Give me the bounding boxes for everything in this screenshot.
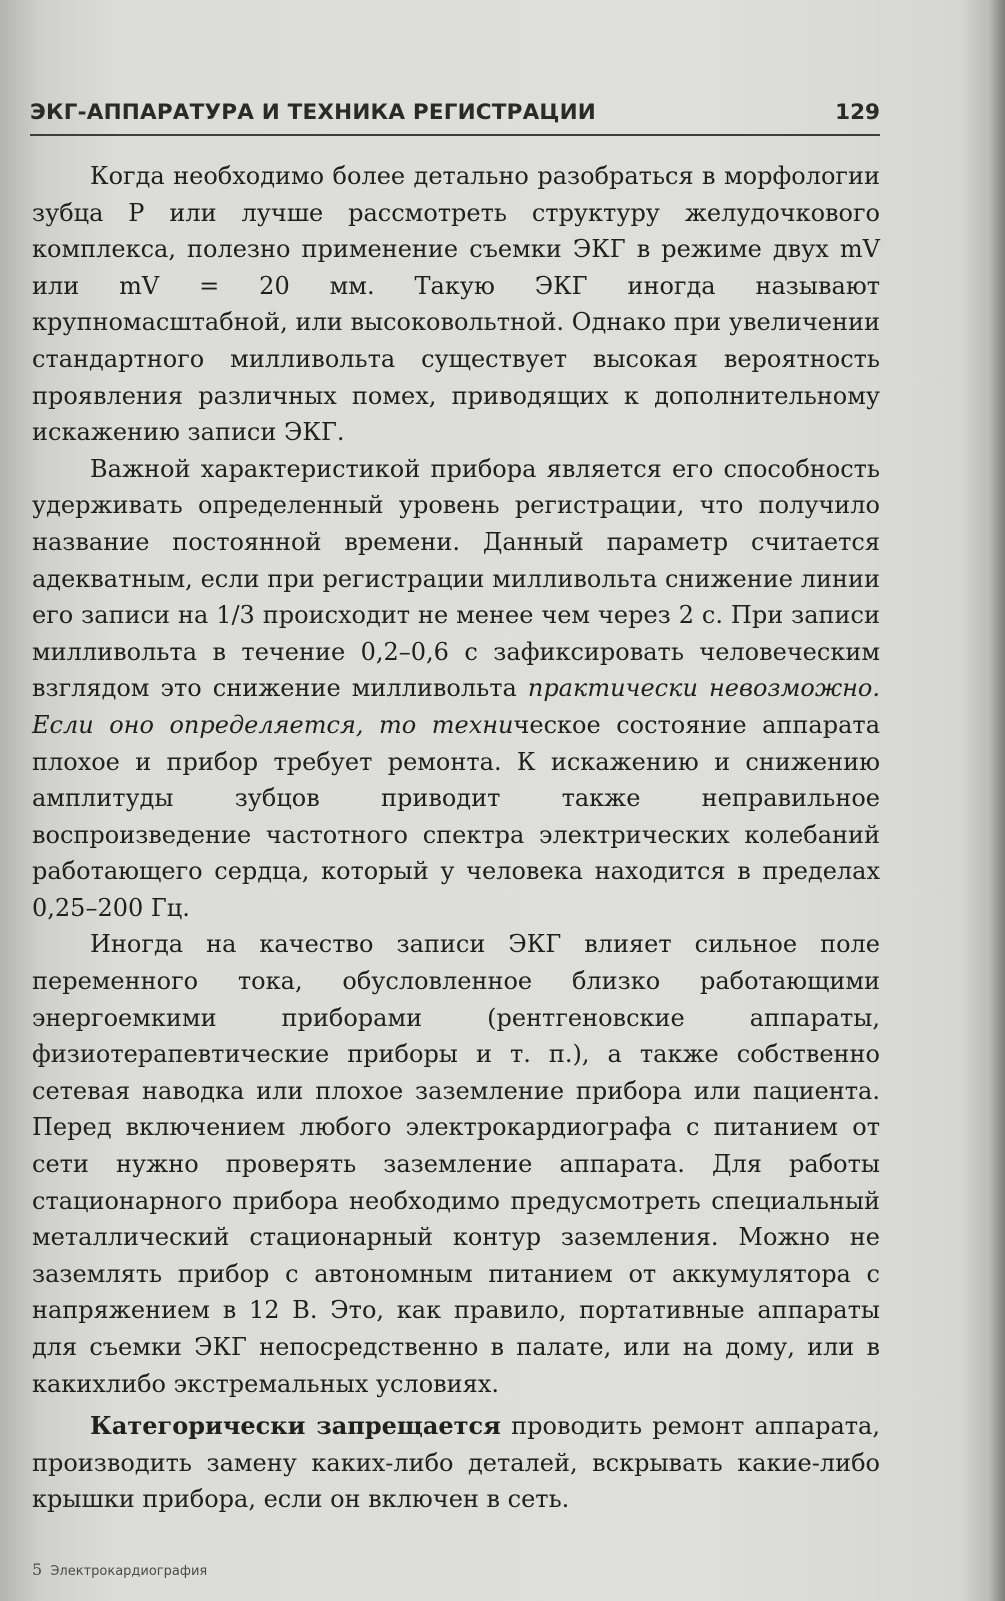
paragraph-4-rest: проводить ремонт аппарата, производить замену каких-либо деталей, вскрывать какие-либо крышки прибора, если он включен в сеть. [32, 1412, 880, 1514]
paragraph-1: Когда необходимо более детально разобраться в морфологии зубца P или лучше рассмотреть структуру желудочкового комплекса, полезно применение съемки ЭКГ в режиме двух mV или mV = 20 мм. Такую ЭКГ иногда называют крупномасштабной, или высоковольтной. Однако при увеличении стандартного милливольта существует высокая вероятность проявления различных помех, приводящих к дополнительному искажению записи ЭКГ. [32, 162, 880, 447]
paragraph-4 [32, 1408, 880, 1518]
paragraph-4-bold: Категорически запрещается [90, 1411, 501, 1441]
signature-text: Электрокардиография [50, 1564, 208, 1579]
page-number: 129 [835, 100, 880, 125]
paragraph-2 [32, 451, 880, 927]
book-spine-shadow [987, 0, 1005, 1601]
paragraph-2-end: ческое состояние аппарата плохое и прибор требует ремонта. К искажению и снижению амплитуды зубцов приводит также неправильное воспроизведение частотного спектра электрических колебаний работающего сердца, который у человека находится в пределах 0,25–200 Гц. [32, 710, 880, 922]
running-header [30, 96, 880, 136]
paragraph-2-start: Важной характеристикой прибора является его способность удерживать определенный уровень регистрации, что получило название постоянной времени. Данный параметр считается адекватным, если при регистрации милливольта снижение линии его записи на 1/3 происходит не менее чем через 2 с. При записи милливольта в течение 0,2–0,6 с зафиксировать человеческим взглядом это снижение милливольта [32, 454, 880, 703]
paragraph-3: Иногда на качество записи ЭКГ влияет сильное поле переменного тока, обусловленное близко работающими энергоемкими приборами (рентгеновские аппараты, физиотерапевтические приборы и т. п.), а также собственно сетевая наводка или плохое заземление прибора или пациента. Перед включением любого электрокардиографа с питанием от сети нужно проверять заземление аппарата. Для работы стационарного прибора необходимо предусмотреть специальный металлический стационарный контур заземления. Можно не заземлять прибор с автономным питанием от аккумулятора с напряжением в 12 В. Это, как правило, портативные аппараты для съемки ЭКГ непосредственно в палате, или на дому, или в какихлибо экстремальных условиях. [32, 930, 880, 1398]
running-header-title: ЭКГ-АППАРАТУРА И ТЕХНИКА РЕГИСТРАЦИИ [30, 100, 596, 125]
signature-number: 5 [32, 1560, 43, 1579]
paragraph-2-italic: практически невозможно. Если оно определяется, то техни [32, 674, 881, 739]
signature-footer [32, 1560, 207, 1579]
body-text [32, 158, 880, 1518]
